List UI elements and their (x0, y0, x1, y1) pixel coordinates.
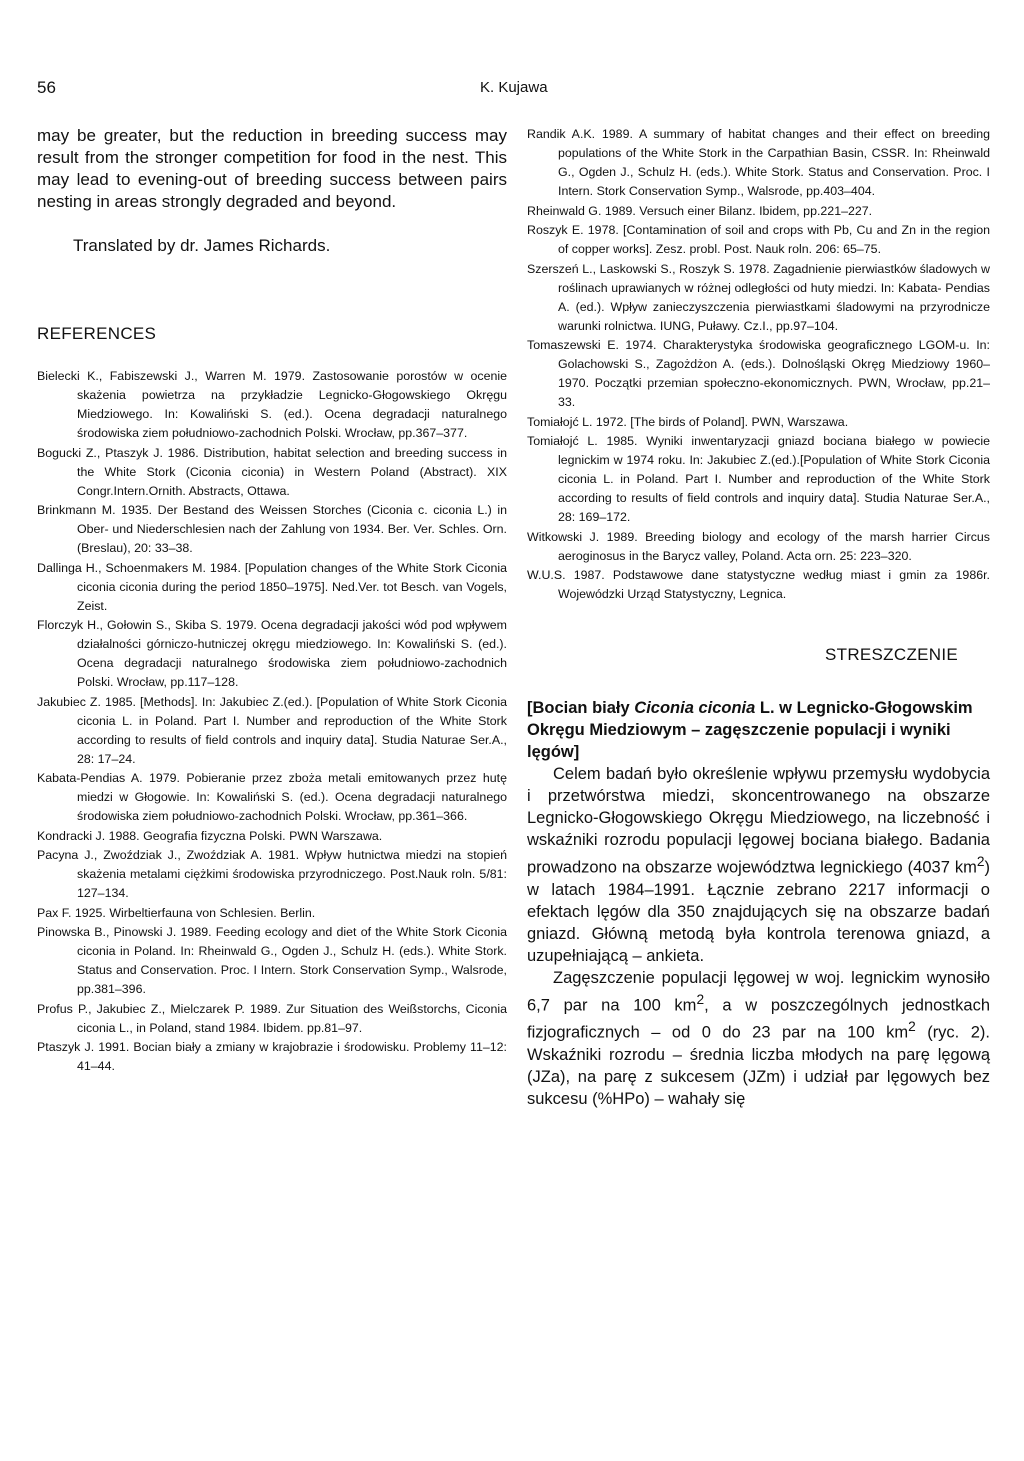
reference-item: Randik A.K. 1989. A summary of habitat changes and their effect on breeding populations of the White Stork in the Carpathian Basin, CSSR. In: Rheinwald G., Ogden J., Schulz H. (eds.). White Stork. Status and Conservation. Proc. I Intern. Stork Conservation Symp., Walsrode, pp.403–404. (527, 127, 990, 198)
reference-item: Bogucki Z., Ptaszyk J. 1986. Distribution, habitat selection and breeding success in the White Stork (Ciconia ciconia) in Western Poland (Abstract). XIX Congr.Intern.Ornith. Abstracts, Ottawa. (37, 445, 507, 498)
reference-item: Kondracki J. 1988. Geografia fizyczna Polski. PWN Warszawa. (37, 828, 383, 843)
reference-item: Kabata-Pendias A. 1979. Pobieranie przez zboża metali emitowanych przez hutę miedzi w Głogowie. In: Kowaliński S. (ed.). Ocena degradacji naturalnego środowiska ziem południowo-zachodnich Polski. Wrocław, pp.361–366. (37, 771, 507, 823)
reference-item: Tomaszewski E. 1974. Charakterystyka środowiska geograficznego LGOM-u. In: Golachowski S., Zagożdżon A. (eds.). Dolnośląski Okręg Miedziowy 1960– 1970. Początki przemian społeczno-ekonomicznych. PWN, Wrocław, pp.21–33. (527, 338, 990, 409)
reference-item: Witkowski J. 1989. Breeding biology and ecology of the marsh harrier Circus aeroginosus in the Barycz valley, Poland. Acta orn. 25: 223–320. (527, 529, 990, 563)
right-column (527, 125, 990, 1110)
reference-item: Ptaszyk J. 1991. Bocian biały a zmiany w krajobrazie i środowisku. Problemy 11–12: 41–44. (37, 1040, 507, 1073)
superscript: 2 (696, 991, 705, 1007)
reference-item: Pax F. 1925. Wirbeltierfauna von Schlesien. Berlin. (37, 905, 316, 920)
reference-item: Pacyna J., Zwoździak J., Zwoździak A. 1981. Wpływ hutnictwa miedzi na stopień skażenia metalami ciężkimi środowiska przyrodniczego. Post.Nauk roln. 5/81: 127–134. (37, 848, 507, 900)
reference-item: W.U.S. 1987. Podstawowe dane statystyczne według miast i gmin za 1986r. Wojewódzki Urząd Statystyczny, Legnica. (527, 568, 990, 601)
summary-title-species: Ciconia ciconia (634, 699, 756, 717)
reference-item: Bielecki K., Fabiszewski J., Warren M. 1979. Zastosowanie porostów w ocenie skażenia powietrza na przykładzie Legnicko-Głogowskiego Okręgu Miedziowego. In: Kowaliński S. (ed.). Ocena degradacji naturalnego środowiska ziem południowo-zachodnich Polski. Wrocław, pp.367–377. (37, 369, 507, 440)
summary-title (527, 697, 990, 763)
references-heading: REFERENCES (37, 324, 157, 343)
summary-text: (ryc. 2). Wskaźniki rozrodu – średnia liczba młodych na parę lęgową (JZa), na parę z sukcesem (JZm) i udział par lęgowych bez sukcesu (%HPo) – wahały się (527, 1023, 990, 1108)
summary-text: , a w poszczególnych jednostkach fizjograficznych – od 0 do 23 par na 100 km (527, 996, 990, 1042)
summary-paragraph-1 (527, 763, 990, 967)
reference-item: Pinowska B., Pinowski J. 1989. Feeding ecology and diet of the White Stork Ciconia ciconia in Poland. In: Rheinwald G., Ogden J., Schulz H. (eds.). White Stork. Status and Conservation. Proc. I Intern. Stork Conservation Symp., Walsrode, pp.381–396. (37, 925, 507, 996)
intro-paragraph: may be greater, but the reduction in breeding success may result from the stronger competition for food in the nest. This may lead to evening-out of breeding success between pairs nesting in areas strongly degraded and beyond. (37, 126, 507, 211)
reference-item: Roszyk E. 1978. [Contamination of soil and crops with Pb, Cu and Zn in the region of copper works]. Zesz. probl. Post. Nauk roln. 206: 65–75. (527, 223, 990, 256)
superscript: 2 (976, 854, 985, 869)
reference-item: Rheinwald G. 1989. Versuch einer Bilanz. Ibidem, pp.221–227. (527, 203, 873, 218)
summary-title-part: L. w Legnicko-Głogowskim Okręgu Miedziowym – zagęszczenie populacji i wyniki lęgów] (527, 699, 973, 761)
reference-item: Profus P., Jakubiec Z., Mielczarek P. 1989. Zur Situation des Weißstorchs, Ciconia ciconia L., in Poland, stand 1984. Ibidem. pp.81–97. (37, 1001, 507, 1035)
summary-body (527, 763, 990, 1110)
reference-item: Jakubiec Z. 1985. [Methods]. In: Jakubiec Z.(ed.). [Population of White Stork Ciconia ciconia L. in Poland. Part I. Number and reproduction of the White Stork according to results of field controls and inquiry data]. Studia Naturae Ser.A., 28: 17–24. (37, 694, 507, 766)
summary-text: ) w latach 1984–1991. Łącznie zebrano 2217 informacji o efektach lęgów dla 350 znajdujących się na obszarze badań gniazd. Główną metodą była kontrola terenowa gniazd, a uzupełniającą – ankieta. (527, 858, 990, 965)
page-number: 56 (37, 78, 56, 97)
summary-title-part: [Bocian biały (527, 699, 635, 717)
references-list-left (37, 367, 507, 1076)
reference-item: Szerszeń L., Laskowski S., Roszyk S. 1978. Zagadnienie pierwiastków śladowych w roślinach uprawianych w różnej odległości od huty miedzi. In: Kabata- Pendias A. (ed.). Wpływ zanieczyszczenia pierwiastkami śladowymi na przyrodnicze warunki rolnictwa. IUNG, Puławy. Cz.I., pp.97–104. (527, 261, 990, 333)
reference-item: Brinkmann M. 1935. Der Bestand des Weissen Storches (Ciconia c. ciconia L.) in Ober- und Niederschlesien nach der Zahlung von 1934. Ber. Ver. Schles. Orn. (Breslau), 20: 33–38. (37, 503, 507, 555)
running-head: K. Kujawa (480, 79, 548, 96)
reference-item: Tomiałojć L. 1985. Wyniki inwentaryzacji gniazd bociana białego w powiecie legnickim w 1974 roku. In: Jakubiec Z.(ed.).[Population of White Stork Ciconia ciconia L. in Poland. Part I. Number and reproduction of the White Stork according to results of field controls and inquiry data]. Studia Naturae Ser.A., 28: 169–172. (527, 434, 990, 524)
summary-paragraph-2 (527, 967, 990, 1110)
superscript: 2 (908, 1019, 916, 1034)
translator-note: Translated by dr. James Richards. (73, 236, 331, 255)
left-column (37, 125, 507, 1077)
summary-text: Zagęszczenie populacji lęgowej w woj. legnickim wynosiło 6,7 par na 100 km (527, 968, 990, 1014)
summary-heading: STRESZCZENIE (825, 645, 959, 664)
reference-item: Tomiałojć L. 1972. [The birds of Poland]. PWN, Warszawa. (527, 414, 849, 429)
reference-item: Dallinga H., Schoenmakers M. 1984. [Population changes of the White Stork Ciconia ciconia ciconia during the period 1850–1975]. Ned.Ver. tot Besch. van Vogels, Zeist. (37, 560, 507, 613)
reference-item: Florczyk H., Gołowin S., Skiba S. 1979. Ocena degradacji jakości wód pod wpływem działalności górniczo-hutniczej okręgu miedziowego. In: Kowaliński S. (ed.). Ocena degradacji naturalnego środowiska ziem południowo-zachodnich Polski. Wrocław, pp.117–128. (37, 618, 507, 689)
references-list-right (527, 125, 990, 604)
summary-text: Celem badań było określenie wpływu przemysłu wydobycia i przetwórstwa miedzi, skoncentrowanego na obszarze Legnicko-Głogowskiego Okręgu Miedziowego, na liczebność i wskaźniki rozrodu populacji lęgowej bociana białego. Badania prowadzono na obszarze województwa legnickiego (4037 km (527, 765, 990, 877)
